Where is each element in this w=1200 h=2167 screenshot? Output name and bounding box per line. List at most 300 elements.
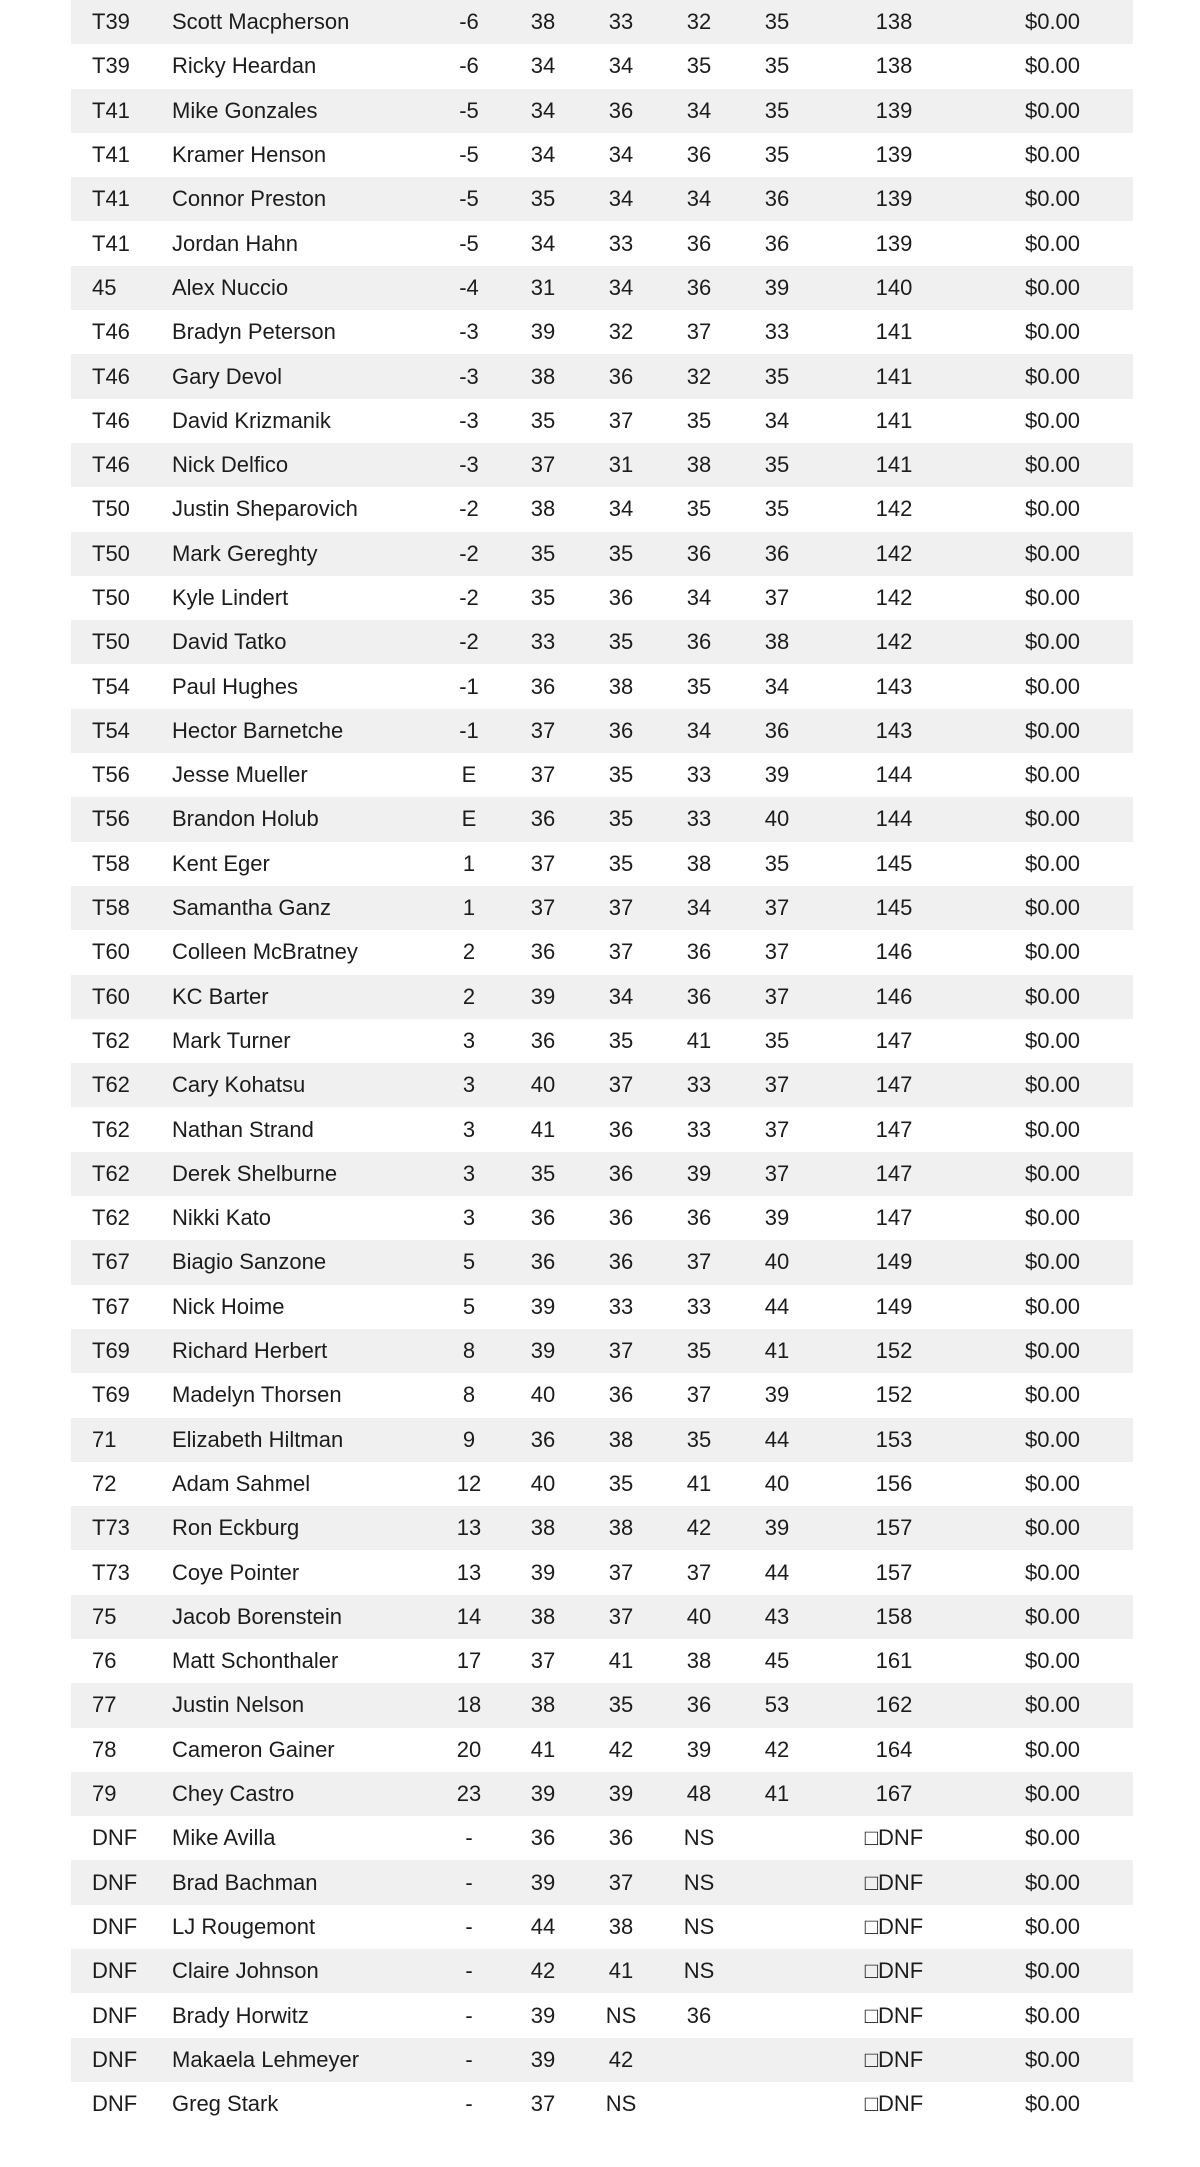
round-1-cell: 36 [530,806,556,832]
round-4-cell [738,1993,816,2037]
round-3-cell: 38 [686,1648,712,1674]
table-row [71,975,1133,1019]
round-2-cell: 42 [608,2046,634,2072]
player-name-cell: Brandon Holub [172,806,319,832]
round-4-cell: 37 [764,895,790,921]
round-3-cell: 35 [686,496,712,522]
player-name-cell: Mark Gereghty [172,540,318,566]
position-cell: T62 [92,1027,130,1053]
round-2-cell: 37 [608,1869,634,1895]
round-3-cell: 38 [686,452,712,478]
round-2-cell: 39 [608,1781,634,1807]
round-3-cell: 36 [686,540,712,566]
player-name-cell: Matt Schonthaler [172,1648,339,1674]
position-cell: T62 [92,1072,130,1098]
round-1-cell: 36 [530,1426,556,1452]
earnings-cell: $0.00 [1024,319,1081,345]
round-4-cell [738,1905,816,1949]
round-3-cell: 35 [686,1338,712,1364]
round-3-cell: 37 [686,1249,712,1275]
round-4-cell: 45 [764,1648,790,1674]
to-par-cell: -3 [459,363,479,389]
earnings-cell: $0.00 [1024,274,1081,300]
table-row [71,1462,1133,1506]
round-3-cell: 32 [686,363,712,389]
earnings-cell: $0.00 [1024,850,1081,876]
round-4-cell: 44 [764,1293,790,1319]
round-1-cell: 39 [530,319,556,345]
round-2-cell: 34 [608,274,634,300]
position-cell: 79 [92,1781,117,1807]
player-name-cell: Hector Barnetche [172,717,344,743]
to-par-cell: 13 [456,1515,482,1541]
position-cell: T39 [92,53,130,79]
total-cell: □DNF [864,2091,924,2117]
round-3-cell: 34 [686,717,712,743]
round-2-cell: 34 [608,53,634,79]
total-cell: 142 [875,496,913,522]
position-cell: 71 [92,1426,117,1452]
round-2-cell: 34 [608,496,634,522]
position-cell: DNF [92,2091,138,2117]
earnings-cell: $0.00 [1024,186,1081,212]
position-cell: T41 [92,97,130,123]
round-2-cell: 36 [608,1382,634,1408]
table-row [71,1285,1133,1329]
round-4-cell: 42 [764,1736,790,1762]
round-1-cell: 38 [530,1515,556,1541]
total-cell: 146 [875,939,913,965]
round-4-cell: 39 [764,1515,790,1541]
earnings-cell: $0.00 [1024,97,1081,123]
round-1-cell: 36 [530,1205,556,1231]
total-cell: 142 [875,629,913,655]
round-1-cell: 39 [530,983,556,1009]
round-3-cell: 40 [686,1603,712,1629]
round-1-cell: 40 [530,1382,556,1408]
round-1-cell: 35 [530,1160,556,1186]
round-1-cell: 34 [530,142,556,168]
round-1-cell: 35 [530,585,556,610]
table-row [71,753,1133,797]
to-par-cell: 14 [456,1603,482,1629]
table-row [71,1107,1133,1151]
round-2-cell: 36 [608,585,634,610]
position-cell: 72 [92,1470,117,1496]
round-1-cell: 37 [530,895,556,921]
round-2-cell: 35 [608,540,634,566]
to-par-cell: E [461,806,477,832]
round-4-cell: 36 [764,540,790,566]
total-cell: 144 [875,762,913,788]
round-3-cell: 34 [686,97,712,123]
total-cell: □DNF [864,1958,924,1984]
earnings-cell: $0.00 [1024,1781,1081,1807]
round-1-cell: 34 [530,97,556,123]
round-4-cell: 35 [764,53,790,79]
to-par-cell: -2 [459,585,479,610]
round-4-cell: 39 [764,1382,790,1408]
round-1-cell: 35 [530,540,556,566]
round-2-cell: 35 [608,762,634,788]
player-name-cell: Mike Gonzales [172,97,318,123]
round-3-cell: 41 [686,1470,712,1496]
position-cell: T62 [92,1116,130,1142]
round-4-cell: 41 [764,1338,790,1364]
player-name-cell: Nikki Kato [172,1205,272,1231]
round-3-cell: 34 [686,895,712,921]
round-4-cell: 39 [764,1205,790,1231]
position-cell: T41 [92,142,130,168]
position-cell: DNF [92,1958,138,1984]
to-par-cell: -5 [459,97,479,123]
round-4-cell [738,2038,816,2082]
earnings-cell: $0.00 [1024,939,1081,965]
player-name-cell: Jordan Hahn [172,230,298,256]
table-row [71,1683,1133,1727]
earnings-cell: $0.00 [1024,2046,1081,2072]
earnings-cell: $0.00 [1024,1338,1081,1364]
total-cell: 140 [875,274,913,300]
round-1-cell: 33 [530,629,556,655]
round-3-cell: 34 [686,186,712,212]
to-par-cell: -6 [459,9,479,35]
round-1-cell: 34 [530,53,556,79]
round-1-cell: 39 [530,1781,556,1807]
total-cell: 143 [875,717,913,743]
to-par-cell: -2 [459,496,479,522]
round-2-cell: 35 [608,1692,634,1718]
player-name-cell: Greg Stark [172,2091,279,2117]
position-cell: T46 [92,319,130,345]
total-cell: 149 [875,1249,913,1275]
round-4-cell [738,1949,816,1993]
to-par-cell: -2 [459,629,479,655]
player-name-cell: KC Barter [172,983,269,1009]
round-1-cell: 37 [530,850,556,876]
position-cell: T58 [92,895,130,921]
round-4-cell: 35 [764,850,790,876]
round-4-cell: 40 [764,1249,790,1275]
round-2-cell: 35 [608,806,634,832]
total-cell: □DNF [864,1869,924,1895]
earnings-cell: $0.00 [1024,1470,1081,1496]
round-4-cell: 40 [764,1470,790,1496]
table-row [71,2038,1133,2082]
to-par-cell: 2 [462,983,476,1009]
round-3-cell: NS [683,1825,715,1851]
total-cell: 142 [875,585,913,610]
table-row [71,930,1133,974]
total-cell: 153 [875,1426,913,1452]
player-name-cell: Claire Johnson [172,1958,319,1984]
total-cell: 157 [875,1559,913,1585]
player-name-cell: Biagio Sanzone [172,1249,327,1275]
leaderboard-body [71,0,1133,2126]
round-2-cell: 33 [608,1293,634,1319]
round-1-cell: 37 [530,2091,556,2117]
position-cell: T50 [92,540,130,566]
round-1-cell: 38 [530,496,556,522]
table-row [71,797,1133,841]
position-cell: T69 [92,1338,130,1364]
player-name-cell: Colleen McBratney [172,939,358,965]
player-name-cell: Coye Pointer [172,1559,300,1585]
round-4-cell: 37 [764,585,790,610]
round-2-cell: 37 [608,1559,634,1585]
round-4-cell: 36 [764,230,790,256]
earnings-cell: $0.00 [1024,2091,1081,2117]
to-par-cell: -4 [459,274,479,300]
round-4-cell: 37 [764,1072,790,1098]
round-1-cell: 34 [530,230,556,256]
earnings-cell: $0.00 [1024,1648,1081,1674]
to-par-cell: 20 [456,1736,482,1762]
to-par-cell: 5 [462,1249,476,1275]
earnings-cell: $0.00 [1024,452,1081,478]
table-row [71,1550,1133,1594]
round-1-cell: 36 [530,673,556,699]
round-4-cell: 37 [764,939,790,965]
position-cell: DNF [92,1825,138,1851]
position-cell: T41 [92,186,130,212]
round-2-cell: 35 [608,1470,634,1496]
round-2-cell: 31 [608,452,634,478]
to-par-cell: 17 [456,1648,482,1674]
position-cell: T58 [92,850,130,876]
player-name-cell: Alex Nuccio [172,274,289,300]
position-cell: T50 [92,629,130,655]
table-row [71,1639,1133,1683]
total-cell: 147 [875,1205,913,1231]
table-row [71,0,1133,44]
table-row [71,1860,1133,1904]
position-cell: T54 [92,673,130,699]
round-2-cell: 37 [608,1603,634,1629]
round-2-cell: 38 [608,673,634,699]
player-name-cell: Cary Kohatsu [172,1072,306,1098]
player-name-cell: LJ Rougemont [172,1913,316,1939]
round-4-cell [738,1860,816,1904]
to-par-cell: - [465,2002,473,2028]
earnings-cell: $0.00 [1024,1205,1081,1231]
earnings-cell: $0.00 [1024,1913,1081,1939]
round-4-cell: 35 [764,142,790,168]
round-3-cell: 41 [686,1027,712,1053]
to-par-cell: 9 [462,1426,476,1452]
table-row [71,1728,1133,1772]
round-2-cell: 36 [608,717,634,743]
player-name-cell: Ricky Heardan [172,53,317,79]
earnings-cell: $0.00 [1024,1515,1081,1541]
round-2-cell: 33 [608,9,634,35]
round-1-cell: 39 [530,1338,556,1364]
player-name-cell: David Tatko [172,629,287,655]
round-2-cell: 35 [608,850,634,876]
round-1-cell: 44 [530,1913,556,1939]
round-4-cell [738,1816,816,1860]
total-cell: 145 [875,850,913,876]
round-1-cell: 41 [530,1116,556,1142]
round-2-cell: 32 [608,319,634,345]
round-4-cell: 37 [764,983,790,1009]
player-name-cell: Madelyn Thorsen [172,1382,342,1408]
player-name-cell: Ron Eckburg [172,1515,300,1541]
total-cell: 139 [875,142,913,168]
position-cell: 78 [92,1736,117,1762]
round-3-cell: 34 [686,585,712,610]
position-cell: T46 [92,363,130,389]
round-4-cell: 39 [764,274,790,300]
table-row [71,133,1133,177]
table-row [71,1772,1133,1816]
to-par-cell: - [465,2091,473,2117]
round-1-cell: 37 [530,1648,556,1674]
earnings-cell: $0.00 [1024,496,1081,522]
round-1-cell: 40 [530,1470,556,1496]
table-row [71,221,1133,265]
round-1-cell: 35 [530,186,556,212]
to-par-cell: 18 [456,1692,482,1718]
total-cell: 164 [875,1736,913,1762]
round-3-cell: 36 [686,142,712,168]
player-name-cell: Kent Eger [172,850,270,876]
total-cell: 142 [875,540,913,566]
to-par-cell: 13 [456,1559,482,1585]
to-par-cell: 1 [462,850,476,876]
player-name-cell: Mike Avilla [172,1825,276,1851]
round-3-cell: 32 [686,9,712,35]
total-cell: 139 [875,186,913,212]
total-cell: 147 [875,1027,913,1053]
earnings-cell: $0.00 [1024,1249,1081,1275]
round-4-cell: 37 [764,1160,790,1186]
round-1-cell: 36 [530,1825,556,1851]
round-2-cell: 37 [608,1338,634,1364]
table-row [71,266,1133,310]
earnings-cell: $0.00 [1024,1692,1081,1718]
round-4-cell: 35 [764,1027,790,1053]
round-4-cell: 39 [764,762,790,788]
to-par-cell: 3 [462,1160,476,1186]
earnings-cell: $0.00 [1024,806,1081,832]
table-row [71,443,1133,487]
round-4-cell: 38 [764,629,790,655]
round-4-cell: 35 [764,452,790,478]
to-par-cell: -1 [459,717,479,743]
position-cell: T73 [92,1559,130,1585]
to-par-cell: 3 [462,1027,476,1053]
to-par-cell: -5 [459,230,479,256]
player-name-cell: Connor Preston [172,186,327,212]
to-par-cell: -5 [459,186,479,212]
player-name-cell: Scott Macpherson [172,9,350,35]
table-row [71,1152,1133,1196]
table-row [71,1240,1133,1284]
round-2-cell: 33 [608,230,634,256]
round-4-cell: 44 [764,1559,790,1585]
total-cell: 167 [875,1781,913,1807]
round-1-cell: 36 [530,1027,556,1053]
round-2-cell: 36 [608,1825,634,1851]
position-cell: DNF [92,2046,138,2072]
round-2-cell: 35 [608,629,634,655]
position-cell: T69 [92,1382,130,1408]
to-par-cell: 2 [462,939,476,965]
round-4-cell: 43 [764,1603,790,1629]
earnings-cell: $0.00 [1024,1072,1081,1098]
player-name-cell: Richard Herbert [172,1338,328,1364]
player-name-cell: Mark Turner [172,1027,291,1053]
position-cell: T39 [92,9,130,35]
round-1-cell: 42 [530,1958,556,1984]
round-3-cell: 33 [686,1293,712,1319]
player-name-cell: Elizabeth Hiltman [172,1426,344,1452]
round-2-cell: 42 [608,1736,634,1762]
total-cell: □DNF [864,2002,924,2028]
table-row [71,709,1133,753]
round-2-cell: 34 [608,186,634,212]
round-1-cell: 39 [530,2046,556,2072]
earnings-cell: $0.00 [1024,53,1081,79]
round-3-cell: 35 [686,53,712,79]
total-cell: 141 [875,407,913,433]
total-cell: 139 [875,230,913,256]
table-row [71,399,1133,443]
earnings-cell: $0.00 [1024,142,1081,168]
round-4-cell: 41 [764,1781,790,1807]
round-2-cell: 41 [608,1648,634,1674]
earnings-cell: $0.00 [1024,673,1081,699]
position-cell: 76 [92,1648,117,1674]
table-row [71,532,1133,576]
round-4-cell [738,2082,816,2126]
player-name-cell: Derek Shelburne [172,1160,338,1186]
round-2-cell: 36 [608,363,634,389]
player-name-cell: Makaela Lehmeyer [172,2046,360,2072]
earnings-cell: $0.00 [1024,1825,1081,1851]
round-3-cell: NS [683,1913,715,1939]
table-row [71,664,1133,708]
to-par-cell: 8 [462,1338,476,1364]
round-1-cell: 37 [530,452,556,478]
player-name-cell: Justin Sheparovich [172,496,358,522]
round-3-cell [660,2038,738,2082]
round-3-cell: NS [683,1958,715,1984]
round-1-cell: 41 [530,1736,556,1762]
position-cell: DNF [92,1913,138,1939]
round-2-cell: 36 [608,1116,634,1142]
total-cell: 141 [875,452,913,478]
earnings-cell: $0.00 [1024,629,1081,655]
position-cell: T56 [92,762,130,788]
round-4-cell: 35 [764,97,790,123]
position-cell: 75 [92,1603,117,1629]
total-cell: 161 [875,1648,913,1674]
earnings-cell: $0.00 [1024,895,1081,921]
round-2-cell: NS [605,2002,637,2028]
round-3-cell: 36 [686,939,712,965]
round-3-cell: 36 [686,1692,712,1718]
to-par-cell: -6 [459,53,479,79]
round-3-cell: 36 [686,2002,712,2028]
earnings-cell: $0.00 [1024,407,1081,433]
total-cell: □DNF [864,1825,924,1851]
round-2-cell: 36 [608,97,634,123]
table-row [71,1418,1133,1462]
earnings-cell: $0.00 [1024,1736,1081,1762]
round-3-cell: 33 [686,762,712,788]
